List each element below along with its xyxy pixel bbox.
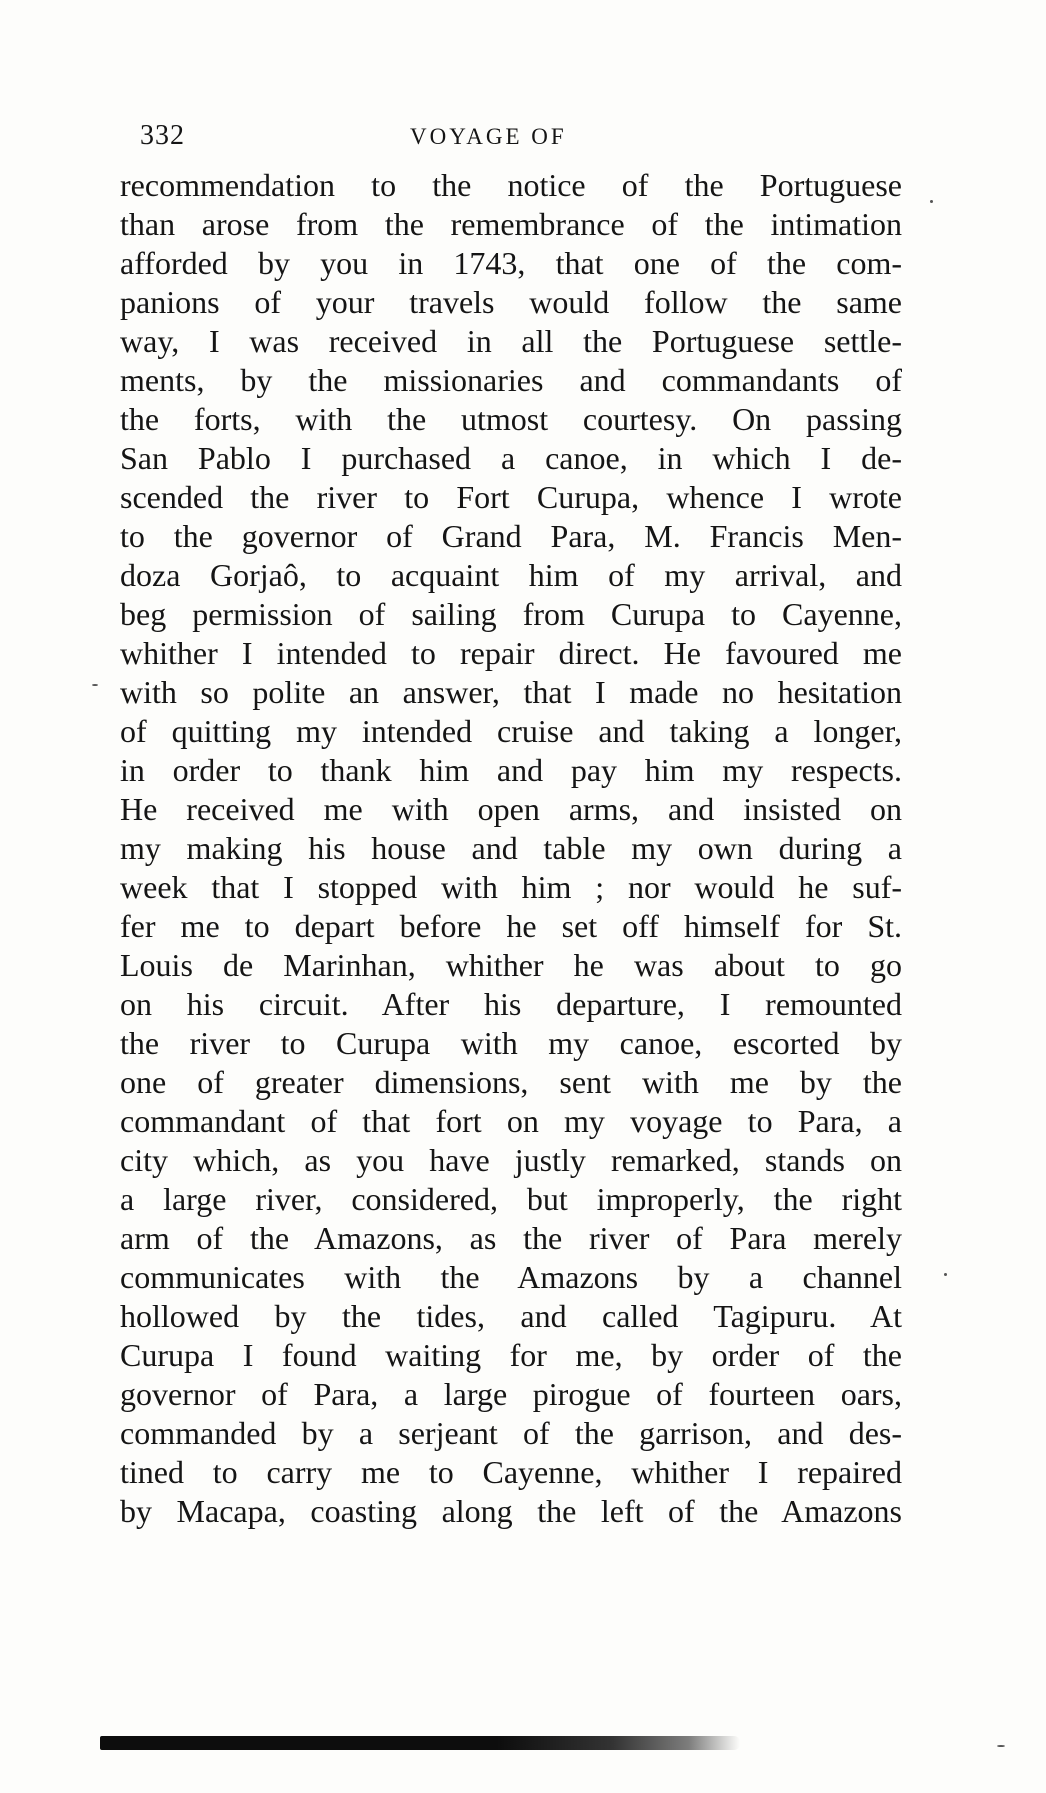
margin-speck	[930, 200, 933, 203]
text-line: governor of Para, a large pirogue of fourteen oars,	[120, 1376, 902, 1412]
text-line: recommendation to the notice of the Portuguese	[120, 167, 902, 203]
text-line: scended the river to Fort Curupa, whence I wrote	[120, 479, 902, 515]
text-line: commandant of that fort on my voyage to Para, a	[120, 1103, 902, 1139]
text-line: my making his house and table my own during a	[120, 830, 902, 866]
text-line: to the governor of Grand Para, M. Francis Men-	[120, 518, 902, 554]
text-line: of quitting my intended cruise and taking a longer,	[120, 713, 902, 749]
text-line: on his circuit. After his departure, I remounted	[120, 986, 902, 1022]
running-head: VOYAGE OF	[410, 124, 567, 149]
body-text	[120, 166, 902, 1531]
text-line: Curupa I found waiting for me, by order of the	[120, 1337, 902, 1373]
text-line: way, I was received in all the Portuguese settle-	[120, 323, 902, 359]
page-number: 332	[140, 120, 185, 151]
text-line: whither I intended to repair direct. He favoured me	[120, 635, 902, 671]
text-line: commanded by a serjeant of the garrison, and des-	[120, 1415, 902, 1451]
text-line: San Pablo I purchased a canoe, in which I de-	[120, 440, 902, 476]
text-line: hollowed by the tides, and called Tagipuru. At	[120, 1298, 902, 1334]
text-line: He received me with open arms, and insisted on	[120, 791, 902, 827]
margin-speck	[92, 684, 98, 686]
text-line: by Macapa, coasting along the left of the Amazons	[120, 1493, 902, 1529]
text-line: afforded by you in 1743, that one of the com-	[120, 245, 902, 281]
text-line: panions of your travels would follow the same	[120, 284, 902, 320]
text-line: with so polite an answer, that I made no hesitation	[120, 674, 902, 710]
footer-rule	[100, 1736, 740, 1750]
text-line: a large river, considered, but improperly, the right	[120, 1181, 902, 1217]
text-line: one of greater dimensions, sent with me by the	[120, 1064, 902, 1100]
text-line: in order to thank him and pay him my respects.	[120, 752, 902, 788]
text-line: ments, by the missionaries and commandants of	[120, 362, 902, 398]
margin-speck	[944, 1273, 947, 1276]
text-line: week that I stopped with him ; nor would he suf-	[120, 869, 902, 905]
text-line: fer me to depart before he set off himself for St.	[120, 908, 902, 944]
text-line: communicates with the Amazons by a channel	[120, 1259, 902, 1295]
margin-speck	[997, 1745, 1005, 1747]
text-line: the forts, with the utmost courtesy. On passing	[120, 401, 902, 437]
text-line: city which, as you have justly remarked, stands on	[120, 1142, 902, 1178]
text-line: than arose from the remembrance of the intimation	[120, 206, 902, 242]
page-header	[140, 120, 900, 160]
text-line: beg permission of sailing from Curupa to Cayenne,	[120, 596, 902, 632]
text-line: Louis de Marinhan, whither he was about to go	[120, 947, 902, 983]
text-line: arm of the Amazons, as the river of Para merely	[120, 1220, 902, 1256]
text-line: tined to carry me to Cayenne, whither I repaired	[120, 1454, 902, 1490]
text-line: the river to Curupa with my canoe, escorted by	[120, 1025, 902, 1061]
text-line: doza Gorjaô, to acquaint him of my arrival, and	[120, 557, 902, 593]
